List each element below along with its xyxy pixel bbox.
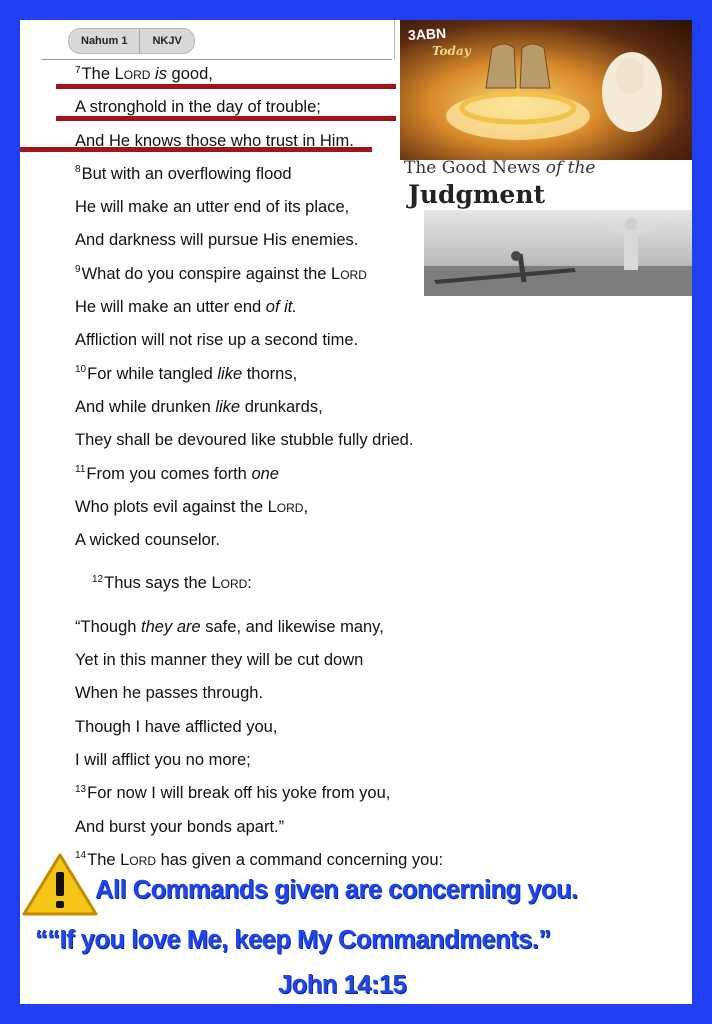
verse-line: A wicked counselor.: [75, 531, 220, 550]
verse-10: $^{10}$For while tangled like thorns,: [75, 364, 298, 383]
verse-line: Yet in this manner they will be cut down: [75, 651, 364, 670]
callout-reference: John 14:15: [278, 971, 407, 999]
verse-number: 13: [75, 783, 87, 795]
verse-7: $^7$The Lord is good,: [75, 64, 213, 83]
header-vertical-rule: [394, 20, 395, 60]
tab-version[interactable]: NKJV: [139, 29, 193, 53]
verse-number: 12: [92, 573, 104, 585]
verse-line: Affliction will not rise up a second time.: [75, 331, 359, 350]
promo-panel: [400, 20, 692, 296]
promo-artwork: [400, 20, 692, 160]
verse-12: $^{12}$Thus says the Lord:: [92, 573, 252, 593]
brand-logo-sub: Today: [432, 44, 471, 58]
brand-logo: 3ABN: [407, 25, 447, 43]
verse-number: 14: [75, 850, 87, 862]
verse-8: $^8$But with an overflowing flood: [75, 164, 292, 183]
promo-title-main: Judgment: [408, 180, 546, 209]
promo-title: The Good News of the: [404, 158, 596, 178]
verse-11: $^{11}$From you comes forth one: [75, 464, 279, 483]
verse-line: I will afflict you no more;: [75, 750, 251, 769]
verse-line: And burst your bonds apart.”: [75, 817, 285, 836]
verse-line: And He knows those who trust in Him.: [75, 131, 354, 150]
verse-line: They shall be devoured like stubble fully dried.: [75, 431, 414, 450]
verse-14: $^{14}$The Lord has given a command concerning you:: [75, 850, 444, 869]
verse-9: $^9$What do you conspire against the Lord: [75, 264, 367, 283]
cross-figure-illustration: [424, 210, 692, 296]
verse-number: 11: [75, 464, 86, 476]
warning-icon: [20, 850, 100, 920]
chapter-tabs: [68, 28, 195, 54]
verse-line: “Though they are safe, and likewise many,: [75, 617, 384, 636]
verse-line: And while drunken like drunkards,: [75, 397, 323, 416]
verse-line: He will make an utter end of its place,: [75, 198, 350, 217]
verse-number: 10: [75, 364, 87, 376]
verse-line: He will make an utter end of it.: [75, 298, 297, 317]
verse-13: $^{13}$For now I will break off his yoke from you,: [75, 783, 391, 803]
verse-line: When he passes through.: [75, 684, 264, 703]
callout-line-2: ““If you love Me, keep My Commandments.”: [35, 926, 551, 954]
verse-line: Who plots evil against the Lord,: [75, 497, 309, 516]
tab-book-chapter[interactable]: Nahum 1: [81, 35, 128, 47]
verse-number: 9: [75, 264, 81, 276]
verse-line: A stronghold in the day of trouble;: [75, 98, 321, 117]
verse-number: 7: [75, 64, 81, 76]
verse-line: And darkness will pursue His enemies.: [75, 231, 359, 250]
verse-line: Though I have afflicted you,: [75, 717, 278, 736]
promo-photo: [424, 210, 692, 296]
verse-number: 8: [75, 164, 81, 176]
page: [20, 20, 692, 1004]
callout-line-1: All Commands given are concerning you.: [95, 876, 578, 904]
